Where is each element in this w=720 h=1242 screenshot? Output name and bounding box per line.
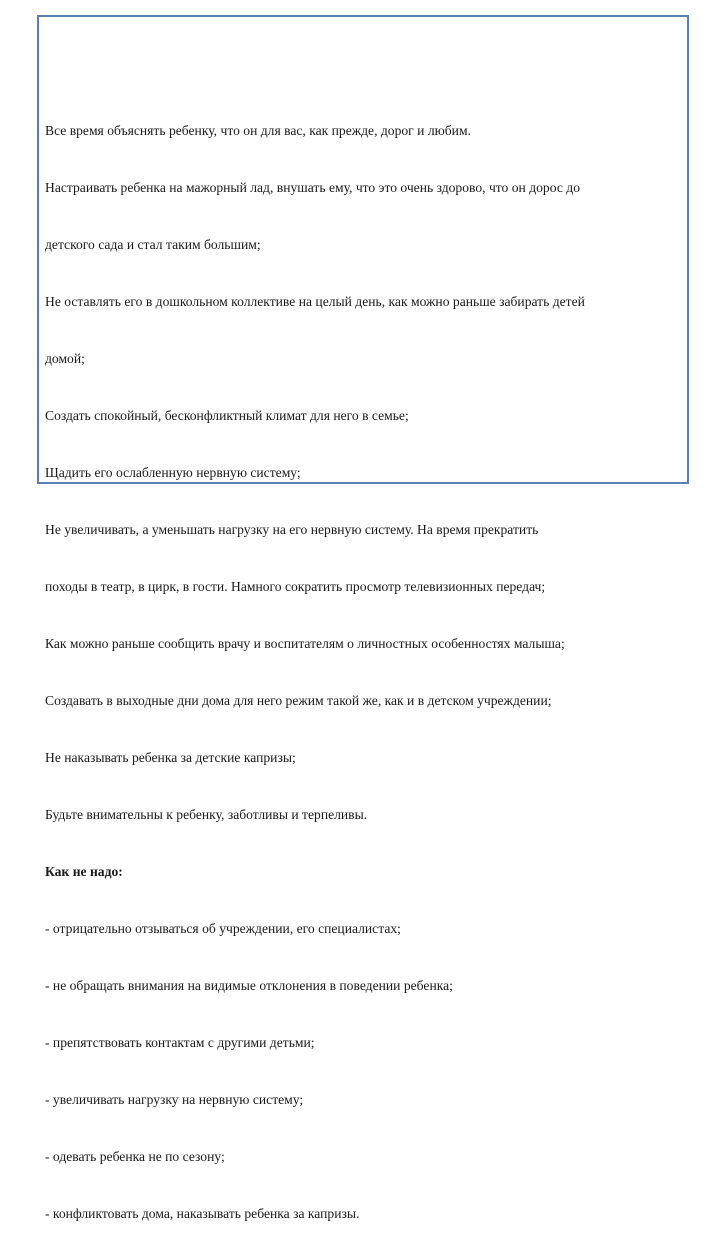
recommendation-line: Щадить его ослабленную нервную систему; [45,465,301,480]
recommendation-line: Создавать в выходные дни дома для него режим такой же, как и в детском учреждении; [45,693,552,708]
recommendation-line: Будьте внимательны к ребенку, заботливы и терпеливы. [45,807,368,822]
dont-item: - отрицательно отзываться об учреждении, его специалистах; [45,921,401,936]
recommendation-line: Не оставлять его в дошкольном коллективе на целый день, как можно раньше забирать детей [45,294,585,309]
recommendation-line: Создать спокойный, бесконфликтный климат для него в семье; [45,408,409,423]
recommendation-line: Все время объяснять ребенку, что он для вас, как прежде, дорог и любим. [45,123,471,138]
donts-heading: Как не надо: [45,864,123,879]
dont-item: - одевать ребенка не по сезону; [45,1149,225,1164]
dont-item: - не обращать внимания на видимые отклонения в поведении ребенка; [45,978,453,993]
dont-item: - конфликтовать дома, наказывать ребенка за капризы. [45,1206,360,1221]
recommendation-line: Не увеличивать, а уменьшать нагрузку на его нервную систему. На время прекратить [45,522,539,537]
dont-item: - увеличивать нагрузку на нервную систему; [45,1092,304,1107]
recommendation-line: Настраивать ребенка на мажорный лад, внушать ему, что это очень здорово, что он дорос до [45,180,580,195]
recommendation-line: Как можно раньше сообщить врачу и воспитателям о личностных особенностях малыша; [45,636,565,651]
slide-text-block [45,83,687,1242]
recommendation-line: походы в театр, в цирк, в гости. Намного сократить просмотр телевизионных передач; [45,579,546,594]
recommendation-line: детского сада и стал таким большим; [45,237,261,252]
recommendation-line: Не наказывать ребенка за детские капризы; [45,750,296,765]
recommendation-line: домой; [45,351,85,366]
dont-item: - препятствовать контактам с другими детьми; [45,1035,315,1050]
